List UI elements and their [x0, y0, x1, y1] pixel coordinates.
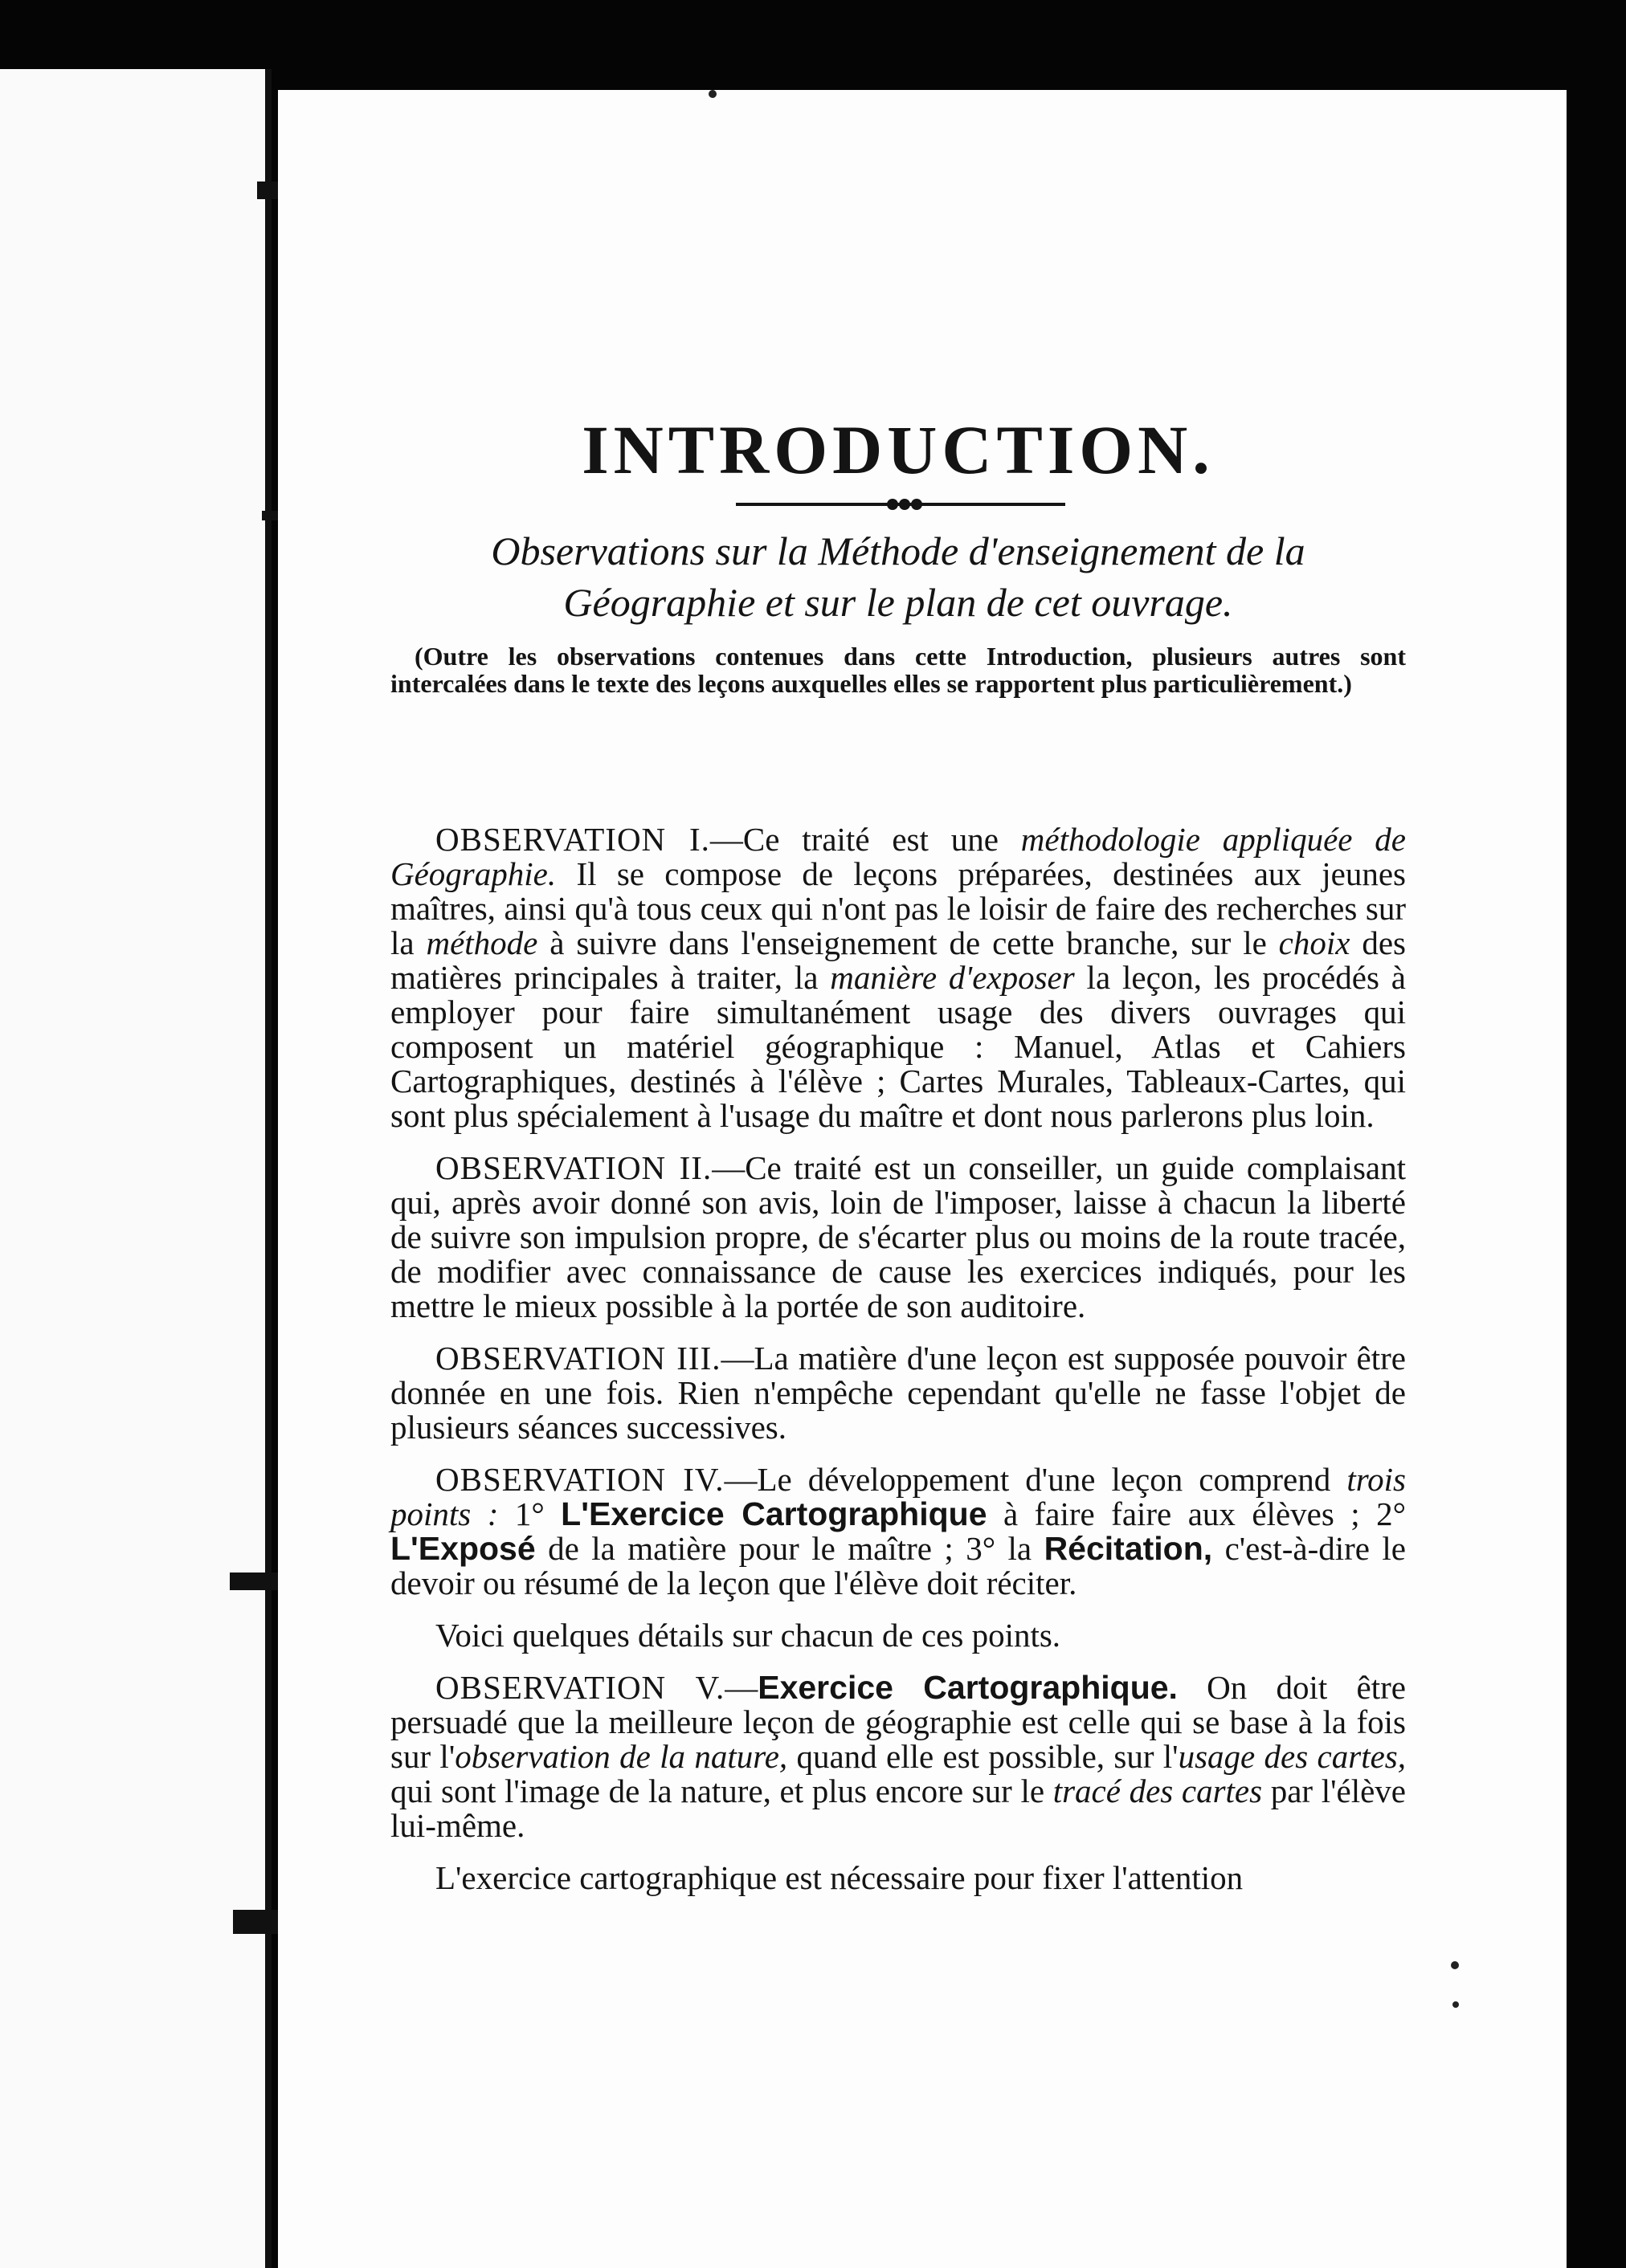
text-run: de la matière pour le maître ; 3° la [535, 1530, 1044, 1567]
text-run: —Le développement d'une leçon comprend [724, 1461, 1347, 1498]
observation-2 [390, 1151, 1406, 1324]
subtitle: Observations sur la Méthode d'enseignement de la Géographie et sur le plan de cet ouvrage. [491, 528, 1305, 625]
text-run: quand elle est possible, sur l' [787, 1738, 1179, 1775]
text-run: à faire faire aux élèves ; 2° [987, 1495, 1406, 1532]
page-spine [265, 69, 272, 2268]
observation-3 [390, 1341, 1406, 1445]
text-run: —La matière d'une leçon est supposée pouvoir être donnée en une fois. Rien n'empêche cependant qu'elle ne fasse l'objet de plusieurs séances successives. [390, 1340, 1406, 1446]
details-line: Voici quelques détails sur chacun de ces points. [435, 1617, 1061, 1654]
italic-run: méthodologie appliquée de Géographie. [390, 821, 1407, 892]
text-run: — [725, 1669, 758, 1706]
text-run: la leçon, les procédés à employer pour faire simultanément usage des divers ouvrages qui composent un matériel géographique : Manuel, Atlas et Cahiers Cartographiques, destinés à l'élève ; Cartes Murales, Tableaux-Cartes, qui sont plus spécialement à l'usage du maître et dont nous parlerons plus loin. [390, 959, 1406, 1134]
observation-5 [390, 1670, 1406, 1843]
observation-label: OBSERVATION I. [435, 821, 710, 858]
ink-speck [1451, 1961, 1459, 1969]
observation-label: OBSERVATION III. [435, 1340, 721, 1377]
text-run: —Ce traité est une [709, 821, 1021, 858]
text-run: —Ce traité est un conseiller, un guide complaisant qui, après avoir donné son avis, loin de l'imposer, laisse à chacun la liberté de suivre son impulsion propre, de s'écarter plus ou moins de la route tracée, de modifier avec connaissance de cause les exercices indiqués, pour les mettre le mieux possible à la portée de son auditoire. [390, 1149, 1406, 1324]
italic-run: manière d'exposer [830, 959, 1075, 996]
italic-run: choix [1278, 924, 1350, 961]
observations [390, 822, 1406, 1913]
final-line: L'exercice cartographique est nécessaire pour fixer l'attention [435, 1859, 1244, 1896]
text-run: par l'élève lui-même. [390, 1772, 1406, 1844]
bold-run: L'Exercice Cartographique [561, 1495, 987, 1532]
facing-page [0, 69, 268, 2268]
intro-note [390, 642, 1406, 697]
text-run: c'est-à-dire le devoir ou résumé de la leçon que l'élève doit réciter. [390, 1530, 1406, 1601]
italic-run: usage des cartes, [1178, 1738, 1406, 1775]
observation-label: OBSERVATION IV. [435, 1461, 725, 1498]
text-run: des matières principales à traiter, la [390, 924, 1406, 996]
italic-run: observation de la nature, [455, 1738, 788, 1775]
italic-run: tracé des cartes [1052, 1772, 1263, 1809]
title-ornament [736, 495, 1065, 514]
binding-mark [233, 1910, 283, 1934]
observation-label: OBSERVATION V. [435, 1669, 725, 1706]
observation-1 [390, 822, 1406, 1133]
bold-run: Exercice Cartographique. [758, 1669, 1178, 1706]
text-run: On doit être persuadé que la meilleure leçon de géographie est celle qui se base à la fois sur l' [390, 1669, 1406, 1775]
text-run: 1° [498, 1495, 562, 1532]
book-page [278, 90, 1567, 2268]
bold-run: Récitation, [1044, 1530, 1213, 1567]
ink-speck [1452, 2001, 1459, 2008]
observation-4 [390, 1462, 1406, 1601]
intro-note-text: (Outre les observations contenues dans cette Introduction, plusieurs autres sont intercalées dans le texte des leçons auxquelles elles se rapportent plus particulièrement.) [390, 642, 1406, 698]
text-run: à suivre dans l'enseignement de cette branche, sur le [537, 924, 1279, 961]
italic-run: trois points : [390, 1461, 1406, 1532]
bold-run: L'Exposé [390, 1530, 536, 1567]
text-run: Il se compose de leçons préparées, destinées aux jeunes maîtres, ainsi qu'à tous ceux qui n'ont pas le loisir de faire des recherches sur la [390, 855, 1406, 961]
observation-label: OBSERVATION II. [435, 1149, 713, 1186]
page-title: INTRODUCTION. [582, 411, 1215, 488]
italic-run: méthode [426, 924, 538, 961]
ink-speck [709, 90, 717, 98]
text-run: qui sont l'image de la nature, et plus encore sur le [390, 1772, 1053, 1809]
